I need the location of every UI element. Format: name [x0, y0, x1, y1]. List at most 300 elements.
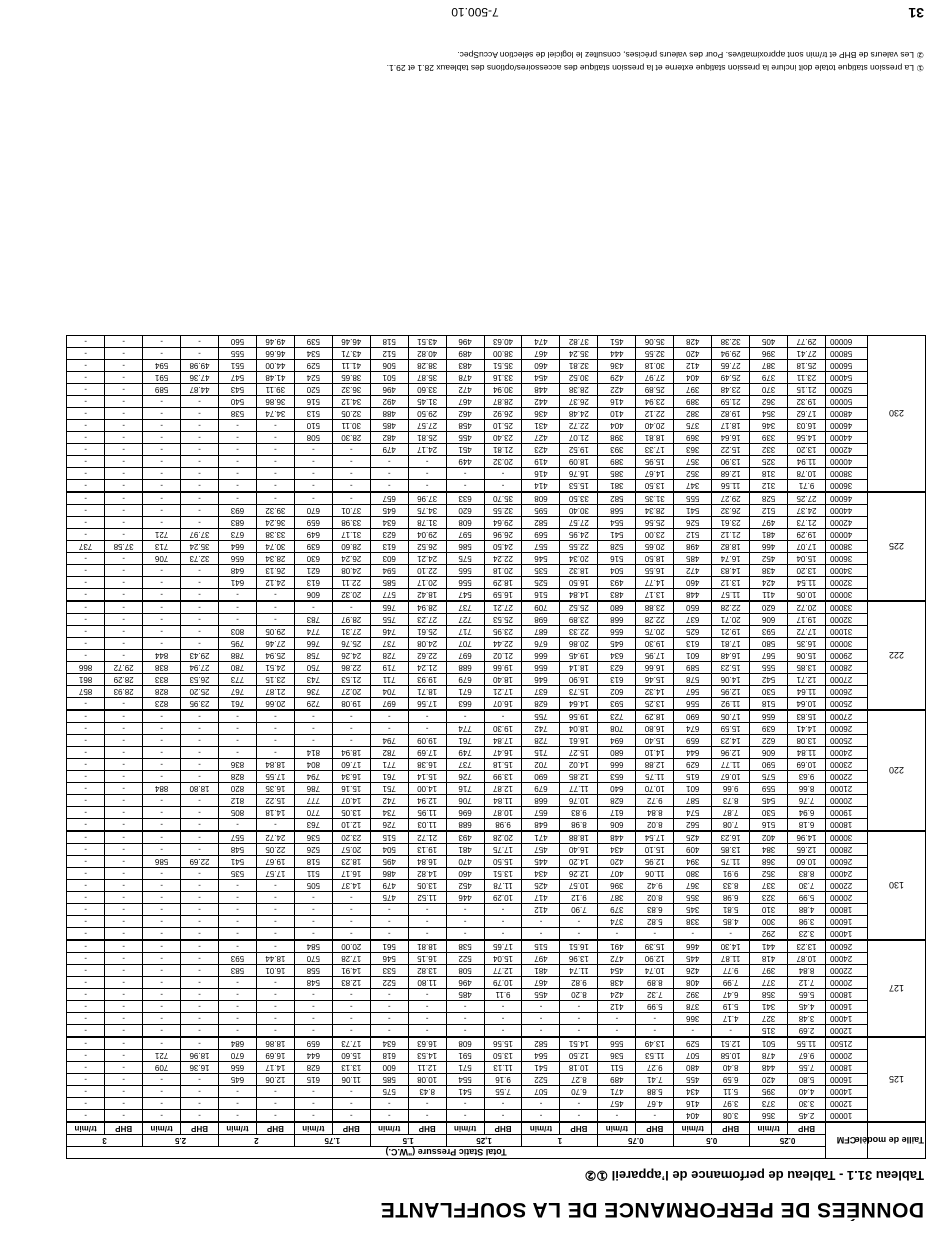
- bhp-cell: 13.50: [636, 480, 674, 493]
- table-row: [67, 348, 926, 360]
- rpm-cell: 429: [598, 372, 636, 384]
- bhp-cell: 8.02: [636, 892, 674, 904]
- table-row: [67, 408, 926, 420]
- bhp-cell: -: [408, 1025, 446, 1038]
- bhp-cell: -: [181, 336, 219, 348]
- bhp-cell: 11.57: [712, 589, 750, 602]
- rpm-cell: 737: [67, 541, 105, 553]
- bhp-cell: 16.74: [712, 553, 750, 565]
- table-row: [67, 686, 926, 698]
- rpm-cell: 676: [522, 638, 560, 650]
- rpm-cell: 543: [219, 384, 257, 396]
- bhp-cell: 22.62: [408, 650, 446, 662]
- bhp-cell: -: [105, 1110, 143, 1123]
- rpm-cell: 466: [674, 940, 712, 953]
- rpm-cell: 419: [522, 456, 560, 468]
- rpm-cell: 656: [750, 710, 788, 723]
- rpm-cell: 516: [598, 553, 636, 565]
- bhp-cell: -: [256, 601, 294, 614]
- rpm-cell: 310: [750, 904, 788, 916]
- rpm-cell: 589: [674, 662, 712, 674]
- rpm-cell: -: [67, 372, 105, 384]
- table-row: [67, 517, 926, 529]
- rpm-cell: -: [67, 565, 105, 577]
- rpm-cell: 709: [522, 601, 560, 614]
- bhp-cell: -: [256, 480, 294, 493]
- rpm-cell: -: [219, 723, 257, 735]
- bhp-cell: -: [408, 989, 446, 1001]
- bhp-cell: 2.45: [788, 1110, 826, 1123]
- cfm-cell: 30000: [826, 589, 868, 602]
- rpm-cell: 501: [370, 372, 408, 384]
- cfm-cell: 12000: [826, 1098, 868, 1110]
- rpm-cell: -: [219, 735, 257, 747]
- bhp-cell: -: [256, 819, 294, 832]
- bhp-cell: 33.16: [484, 372, 522, 384]
- rpm-cell: -: [370, 904, 408, 916]
- rpm-cell: 582: [522, 517, 560, 529]
- bhp-cell: 34.75: [408, 505, 446, 517]
- rpm-cell: -: [143, 831, 181, 844]
- rpm-cell: 486: [370, 868, 408, 880]
- rpm-cell: 594: [370, 565, 408, 577]
- rpm-cell: 766: [294, 638, 332, 650]
- rpm-cell: 374: [598, 916, 636, 928]
- model-cell: 222: [868, 601, 926, 710]
- bhp-cell: -: [105, 698, 143, 711]
- bhp-cell: 12.11: [408, 1062, 446, 1074]
- rpm-cell: 471: [522, 831, 560, 844]
- rpm-cell: -: [67, 1050, 105, 1062]
- pressure-header: 3: [67, 1135, 143, 1147]
- bhp-cell: 44.87: [181, 384, 219, 396]
- bhp-cell: 38.00: [484, 348, 522, 360]
- bhp-cell: 37.82: [560, 336, 598, 348]
- bhp-cell: -: [181, 408, 219, 420]
- rpm-cell: 680: [598, 747, 636, 759]
- bhp-cell: 18.29: [484, 577, 522, 589]
- bhp-cell: 10.58: [712, 1050, 750, 1062]
- bhp-cell: 8.20: [560, 989, 598, 1001]
- rpm-cell: 497: [750, 517, 788, 529]
- bhp-cell: 20.18: [484, 565, 522, 577]
- rpm-cell: 460: [446, 868, 484, 880]
- rpm-cell: 575: [446, 553, 484, 565]
- bhp-cell: -: [181, 868, 219, 880]
- bhp-cell: 35.51: [484, 360, 522, 372]
- bhp-cell: 17.95: [636, 650, 674, 662]
- rpm-cell: 628: [522, 698, 560, 711]
- rpm-cell: 547: [446, 589, 484, 602]
- bhp-cell: 22.24: [484, 553, 522, 565]
- rpm-cell: -: [143, 420, 181, 432]
- rpm-cell: 479: [370, 444, 408, 456]
- rpm-cell: 554: [598, 517, 636, 529]
- rpm-cell: 582: [522, 1037, 560, 1050]
- bhp-cell: -: [636, 1025, 674, 1038]
- bhp-cell: -: [256, 723, 294, 735]
- bhp-cell: 5.82: [636, 916, 674, 928]
- model-cell: 130: [868, 831, 926, 940]
- rpm-cell: 458: [446, 420, 484, 432]
- bhp-cell: 14.10: [636, 747, 674, 759]
- bhp-cell: 30.94: [484, 384, 522, 396]
- bhp-cell: -: [105, 819, 143, 832]
- bhp-cell: 8.98: [560, 819, 598, 832]
- bhp-cell: 29.77: [788, 336, 826, 348]
- rpm-cell: 533: [370, 965, 408, 977]
- bhp-cell: 14.18: [256, 807, 294, 819]
- bhp-cell: 19.29: [788, 529, 826, 541]
- rpm-cell: 794: [294, 771, 332, 783]
- rpm-cell: 680: [598, 601, 636, 614]
- bhp-header: BHP: [636, 1122, 674, 1135]
- rpm-cell: -: [67, 795, 105, 807]
- bhp-cell: 27.94: [181, 662, 219, 674]
- rpm-cell: 472: [598, 953, 636, 965]
- rpm-cell: 373: [750, 1098, 788, 1110]
- rpm-cell: -: [294, 1025, 332, 1038]
- rpm-cell: 378: [674, 1001, 712, 1013]
- rpm-cell: 668: [598, 614, 636, 626]
- cfm-cell: 28000: [826, 844, 868, 856]
- rpm-cell: 292: [750, 928, 788, 941]
- rpm-cell: 367: [674, 880, 712, 892]
- rpm-cell: 666: [598, 759, 636, 771]
- bhp-cell: -: [181, 928, 219, 941]
- bhp-cell: 16.15: [408, 953, 446, 965]
- rpm-cell: -: [67, 844, 105, 856]
- rpm-cell: -: [446, 904, 484, 916]
- pressure-header: 1.75: [294, 1135, 370, 1147]
- bhp-cell: 21.07: [560, 432, 598, 444]
- bhp-cell: 13.20: [788, 565, 826, 577]
- rpm-cell: 424: [598, 989, 636, 1001]
- rpm-cell: -: [67, 710, 105, 723]
- bhp-cell: 30.11: [332, 420, 370, 432]
- rpm-cell: 524: [294, 372, 332, 384]
- bhp-cell: 26.32: [712, 505, 750, 517]
- bhp-cell: 13.85: [712, 844, 750, 856]
- bhp-cell: 23.89: [560, 614, 598, 626]
- rpm-cell: 375: [674, 420, 712, 432]
- cfm-cell: 36000: [826, 553, 868, 565]
- bhp-cell: 13.23: [788, 940, 826, 953]
- rpm-cell: 719: [370, 662, 408, 674]
- cfm-cell: 25000: [826, 735, 868, 747]
- bhp-cell: -: [105, 1037, 143, 1050]
- bhp-cell: 26.24: [332, 553, 370, 565]
- cfm-cell: 27000: [826, 710, 868, 723]
- rpm-cell: 417: [522, 892, 560, 904]
- bhp-cell: 24.26: [332, 650, 370, 662]
- rpm-cell: 771: [370, 759, 408, 771]
- pressure-header: 2.5: [143, 1135, 219, 1147]
- table-row: [67, 759, 926, 771]
- rpm-cell: 640: [598, 783, 636, 795]
- rpm-cell: -: [370, 468, 408, 480]
- rpm-cell: 538: [446, 940, 484, 953]
- bhp-cell: 23.95: [181, 698, 219, 711]
- bhp-cell: 9.67: [788, 1050, 826, 1062]
- bhp-cell: -: [484, 1001, 522, 1013]
- bhp-cell: 20.40: [636, 420, 674, 432]
- bhp-cell: -: [181, 723, 219, 735]
- bhp-cell: 8.43: [408, 1086, 446, 1098]
- rpm-cell: 659: [294, 517, 332, 529]
- rpm-cell: -: [446, 1001, 484, 1013]
- bhp-cell: 22.44: [484, 638, 522, 650]
- bhp-cell: 19.13: [408, 844, 446, 856]
- bhp-cell: 36.32: [332, 384, 370, 396]
- bhp-cell: 9.71: [788, 480, 826, 493]
- rpm-cell: 765: [370, 601, 408, 614]
- bhp-cell: 15.23: [712, 662, 750, 674]
- rpm-cell: -: [598, 1110, 636, 1123]
- rpm-cell: 395: [750, 1086, 788, 1098]
- rpm-cell: 803: [219, 626, 257, 638]
- rpm-cell: 389: [598, 456, 636, 468]
- bhp-cell: -: [256, 456, 294, 468]
- rpm-cell: -: [67, 940, 105, 953]
- table-row: [67, 771, 926, 783]
- rpm-cell: 462: [446, 408, 484, 420]
- bhp-cell: 20.32: [332, 589, 370, 602]
- rpm-cell: 420: [598, 856, 636, 868]
- bhp-cell: 22.86: [332, 662, 370, 674]
- cfm-cell: 16000: [826, 1001, 868, 1013]
- bhp-cell: -: [105, 868, 143, 880]
- rpm-cell: -: [67, 880, 105, 892]
- rpm-cell: 387: [750, 360, 788, 372]
- bhp-cell: 33.60: [408, 384, 446, 396]
- bhp-cell: 16.40: [560, 844, 598, 856]
- rpm-cell: 338: [674, 916, 712, 928]
- cfm-cell: 24000: [826, 868, 868, 880]
- bhp-cell: 10.78: [788, 468, 826, 480]
- rpm-cell: 696: [446, 807, 484, 819]
- rpm-cell: 346: [750, 420, 788, 432]
- bhp-cell: -: [105, 1050, 143, 1062]
- rpm-cell: 755: [522, 710, 560, 723]
- bhp-cell: 29.05: [256, 626, 294, 638]
- bhp-cell: 13.96: [560, 953, 598, 965]
- rpm-cell: 483: [598, 589, 636, 602]
- rpm-cell: 656: [522, 662, 560, 674]
- bhp-cell: 14.37: [332, 880, 370, 892]
- bhp-cell: 14.06: [712, 674, 750, 686]
- bhp-header: BHP: [788, 1122, 826, 1135]
- rpm-cell: 541: [219, 856, 257, 868]
- bhp-cell: 5.80: [788, 1074, 826, 1086]
- bhp-cell: 9.83: [560, 807, 598, 819]
- rpm-cell: 584: [294, 940, 332, 953]
- rpm-cell: -: [67, 529, 105, 541]
- rpm-cell: -: [67, 348, 105, 360]
- rpm-cell: -: [67, 626, 105, 638]
- model-cell: 125: [868, 1037, 926, 1122]
- rpm-cell: 522: [446, 953, 484, 965]
- cfm-cell: 60000: [826, 336, 868, 348]
- bhp-cell: 10.60: [788, 856, 826, 868]
- rpm-cell: -: [219, 1086, 257, 1098]
- bhp-cell: -: [408, 456, 446, 468]
- bhp-header: BHP: [560, 1122, 598, 1135]
- rpm-cell: 670: [219, 1050, 257, 1062]
- rpm-cell: 508: [446, 965, 484, 977]
- bhp-cell: 38.28: [408, 360, 446, 372]
- bhp-cell: -: [332, 1098, 370, 1110]
- bhp-cell: 14.83: [712, 565, 750, 577]
- rpm-cell: 493: [446, 831, 484, 844]
- bhp-cell: 12.95: [636, 856, 674, 868]
- rpm-cell: 644: [294, 1050, 332, 1062]
- bhp-cell: 14.56: [788, 432, 826, 444]
- rpm-cell: -: [67, 601, 105, 614]
- bhp-cell: 16.38: [408, 759, 446, 771]
- bhp-cell: 4.40: [788, 1086, 826, 1098]
- bhp-cell: -: [105, 735, 143, 747]
- rpm-cell: 750: [294, 662, 332, 674]
- bhp-cell: 21.24: [408, 662, 446, 674]
- bhp-cell: 35.70: [484, 492, 522, 505]
- rpm-cell: 507: [522, 1086, 560, 1098]
- rpm-cell: -: [294, 723, 332, 735]
- rpm-cell: 586: [446, 541, 484, 553]
- bhp-cell: 13.05: [408, 880, 446, 892]
- cfm-cell: 20000: [826, 977, 868, 989]
- bhp-cell: -: [181, 819, 219, 832]
- bhp-cell: 9.12: [560, 892, 598, 904]
- rpm-cell: 438: [598, 977, 636, 989]
- rpm-cell: 485: [674, 553, 712, 565]
- rpm-cell: 634: [598, 650, 636, 662]
- bhp-cell: 15.06: [788, 650, 826, 662]
- cfm-cell: 23000: [826, 759, 868, 771]
- rpm-cell: 496: [370, 384, 408, 396]
- bhp-cell: -: [105, 1098, 143, 1110]
- bhp-cell: 10.67: [712, 771, 750, 783]
- rpm-cell: 451: [446, 444, 484, 456]
- bhp-cell: -: [256, 420, 294, 432]
- rpm-cell: 518: [370, 336, 408, 348]
- bhp-cell: 14.02: [560, 759, 598, 771]
- bhp-cell: 12.71: [788, 674, 826, 686]
- cfm-cell: 21500: [826, 1037, 868, 1050]
- bhp-cell: 24.08: [408, 638, 446, 650]
- rpm-cell: 404: [674, 372, 712, 384]
- rpm-cell: -: [67, 1110, 105, 1123]
- bhp-cell: 24.08: [332, 565, 370, 577]
- bhp-cell: 14.41: [788, 723, 826, 735]
- rpm-cell: 520: [294, 384, 332, 396]
- rpm-cell: 457: [522, 844, 560, 856]
- rpm-header: tr/min: [67, 1122, 105, 1135]
- footnote-1: ① La pression statique totale doit inclure la pression statique externe et la pression statique des accessoires/options des tableaux 28.1 et 29.1.: [386, 63, 924, 73]
- cfm-cell: 58000: [826, 348, 868, 360]
- bhp-cell: 9.27: [636, 1062, 674, 1074]
- rpm-cell: 436: [598, 360, 636, 372]
- rpm-cell: -: [67, 831, 105, 844]
- bhp-cell: 23.94: [636, 396, 674, 408]
- rpm-cell: -: [446, 1110, 484, 1123]
- rpm-cell: -: [446, 1098, 484, 1110]
- rpm-cell: 617: [598, 807, 636, 819]
- rpm-cell: 411: [750, 589, 788, 602]
- bhp-cell: -: [181, 771, 219, 783]
- rpm-cell: 478: [446, 372, 484, 384]
- rpm-cell: -: [67, 723, 105, 735]
- rpm-cell: 445: [522, 856, 560, 868]
- rpm-cell: -: [67, 420, 105, 432]
- bhp-cell: 24.50: [484, 541, 522, 553]
- bhp-cell: 16.59: [484, 589, 522, 602]
- rpm-cell: -: [294, 1013, 332, 1025]
- bhp-cell: 3.48: [788, 1013, 826, 1025]
- rpm-cell: -: [143, 747, 181, 759]
- bhp-cell: 31.35: [636, 492, 674, 505]
- rpm-cell: 354: [750, 408, 788, 420]
- rpm-cell: 554: [446, 1074, 484, 1086]
- bhp-cell: -: [105, 892, 143, 904]
- bhp-cell: 5.99: [636, 1001, 674, 1013]
- bhp-cell: 16.51: [560, 940, 598, 953]
- bhp-cell: 27.65: [712, 360, 750, 372]
- bhp-cell: 16.63: [408, 1037, 446, 1050]
- bhp-cell: 7.55: [484, 1086, 522, 1098]
- bhp-cell: 15.46: [636, 674, 674, 686]
- bhp-cell: 17.56: [408, 698, 446, 711]
- bhp-cell: 9.98: [484, 819, 522, 832]
- rpm-cell: 690: [522, 771, 560, 783]
- rpm-cell: 481: [522, 965, 560, 977]
- table-row: [67, 783, 926, 795]
- rpm-cell: -: [143, 396, 181, 408]
- bhp-cell: 27.21: [484, 601, 522, 614]
- rpm-cell: 555: [219, 348, 257, 360]
- bhp-cell: 13.49: [636, 1037, 674, 1050]
- bhp-cell: 20.75: [636, 626, 674, 638]
- rpm-cell: -: [67, 650, 105, 662]
- bhp-cell: -: [332, 735, 370, 747]
- rpm-cell: 634: [370, 517, 408, 529]
- bhp-cell: -: [105, 880, 143, 892]
- bhp-cell: 15.60: [332, 1050, 370, 1062]
- bhp-cell: 7.41: [636, 1074, 674, 1086]
- rpm-cell: 593: [750, 626, 788, 638]
- rpm-cell: 475: [370, 892, 408, 904]
- page-heading: DONNÉES DE PERFORMANCE DE LA SOUFFLANTE: [380, 1198, 924, 1221]
- bhp-cell: 29.64: [484, 517, 522, 529]
- rpm-cell: -: [143, 456, 181, 468]
- bhp-cell: -: [181, 396, 219, 408]
- bhp-cell: 9.82: [560, 977, 598, 989]
- bhp-cell: -: [408, 1098, 446, 1110]
- bhp-cell: 24.37: [788, 505, 826, 517]
- bhp-cell: -: [105, 965, 143, 977]
- bhp-cell: 13.05: [332, 807, 370, 819]
- bhp-cell: 4.85: [712, 916, 750, 928]
- bhp-cell: 49.98: [181, 360, 219, 372]
- bhp-cell: 21.02: [484, 650, 522, 662]
- bhp-cell: 11.75: [636, 771, 674, 783]
- pressure-header-row: [67, 1135, 926, 1147]
- rpm-cell: 561: [370, 940, 408, 953]
- header-total-static-pressure: Total Static Pressure ("W.C.): [67, 1147, 826, 1159]
- bhp-cell: 14.51: [560, 1037, 598, 1050]
- bhp-cell: -: [484, 916, 522, 928]
- bhp-cell: 29.50: [408, 408, 446, 420]
